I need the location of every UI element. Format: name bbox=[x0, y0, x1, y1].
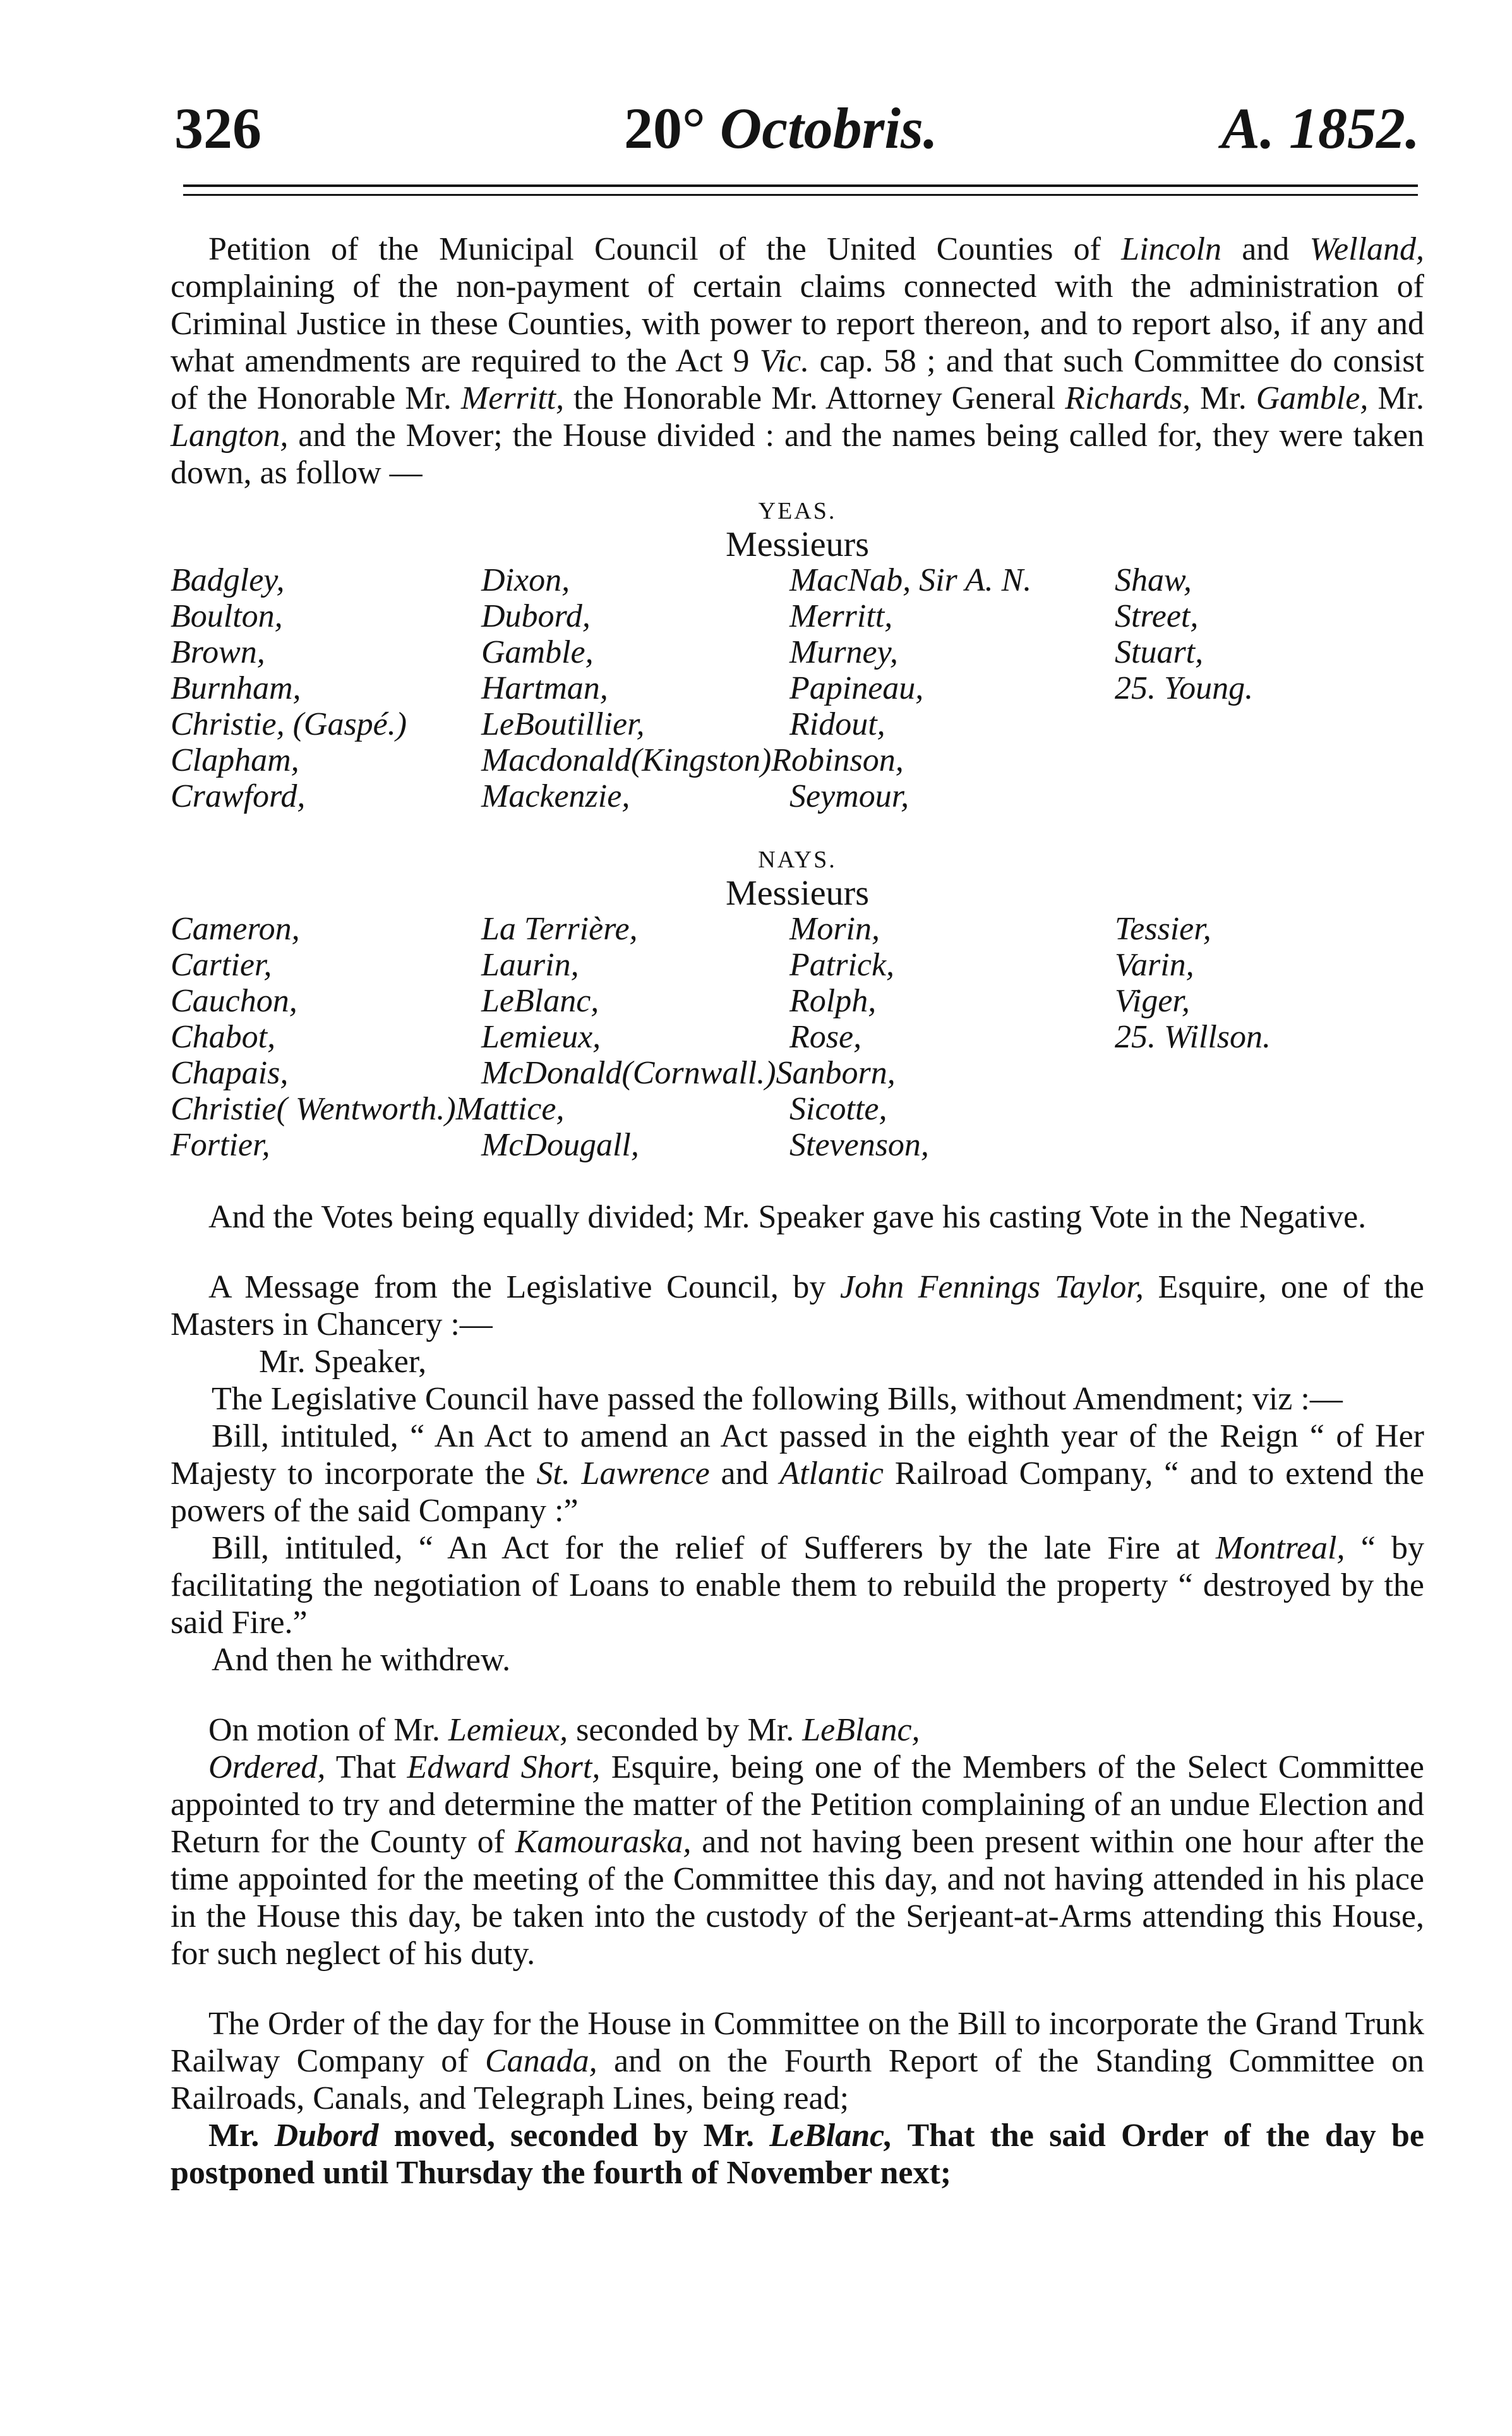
message-withdrew: And then he withdrew. bbox=[212, 1642, 511, 1678]
yeas-col-1: Badgley, Boulton, Brown, Burnham, Christie, (Gaspé.) Clapham, Crawford, bbox=[171, 562, 407, 814]
bill-1: Bill, intituled, “ An Act to amend an Act passed in the eighth year of the Reign “ of Her Majesty to incorporate the St. Lawrence and Atlantic Railroad Company, “ and to extend the powers of the said Company :” bbox=[171, 1418, 1424, 1529]
yeas-messieurs: Messieurs bbox=[725, 525, 870, 564]
page-number: 326 bbox=[174, 96, 261, 160]
nays-col-1: Cameron, Cartier, Cauchon, Chabot, Chapais, Christie( Wentworth.)Mattice, Fortier, bbox=[171, 911, 565, 1163]
header-date: 20° Octobris. bbox=[624, 96, 938, 160]
nays-names bbox=[171, 911, 1424, 1198]
yeas-title: YEAS. bbox=[758, 498, 837, 524]
nays-messieurs: Messieurs bbox=[725, 874, 870, 913]
header-year: A. 1852. bbox=[1221, 96, 1420, 160]
motion-ordered: Ordered, That Edward Short, Esquire, being one of the Members of the Select Committee appointed to try and determine the matter of the Petition complaining of an undue Election and Return for the County of Kamouraska, and not having been present within one hour after the time appointed for the meeting of the Committee this day, and not having attended in his place in the House this day, be taken into the custody of the Serjeant-at-Arms attending this House, for such neglect of his duty. bbox=[171, 1749, 1425, 1972]
yeas-col-3: MacNab, Sir A. N. Merritt, Murney, Papineau, Ridout, Seymour, bbox=[789, 562, 1032, 814]
nays-col-4: Tessier, Varin, Viger, 25. Willson. bbox=[1115, 911, 1271, 1055]
nays-col-2: La Terrière, Laurin, LeBlanc, Lemieux, McDonald(Cornwall.)Sanborn, McDougall, bbox=[481, 911, 896, 1163]
votes-divided: And the Votes being equally divided; Mr. Speaker gave his casting Vote in the Negative. bbox=[208, 1199, 1367, 1235]
bill-2: Bill, intituled, “ An Act for the relief of Sufferers by the late Fire at Montreal, “ by facilitating the negotiation of Loans to enable them to rebuild the property “ destroyed by the said Fire.” bbox=[171, 1530, 1424, 1641]
nays-title: NAYS. bbox=[758, 847, 837, 873]
yeas-col-2: Dixon, Dubord, Gamble, Hartman, LeBoutillier, Macdonald(Kingston)Robinson, Mackenzie, bbox=[481, 562, 904, 814]
header-rule bbox=[183, 184, 1418, 196]
message-council: The Legislative Council have passed the following Bills, without Amendment; viz :— bbox=[212, 1381, 1343, 1417]
order-of-day: The Order of the day for the House in Committee on the Bill to incorporate the Grand Trunk Railway Company of Canada, and on the Fourth Report of the Standing Committee on Railroads, Canals, and Telegraph Lines, being read; bbox=[171, 2006, 1424, 2116]
order-motion: Mr. Dubord moved, seconded by Mr. LeBlanc, That the said Order of the day be postponed until Thursday the fourth of November next; bbox=[171, 2118, 1425, 2191]
yeas-col-4: Shaw, Street, Stuart, 25. Young. bbox=[1115, 562, 1254, 706]
petition-paragraph: Petition of the Municipal Council of the United Counties of Lincoln and Welland, complaining of the non-payment of certain claims connected with the administration of Criminal Justice in these Counties, with power to report thereon, and to report also, if any and what amendments are required to the Act 9 Vic. cap. 58 ; and that such Committee do consist of the Honorable Mr. Merritt, the Honorable Mr. Attorney General Richards, Mr. Gamble, Mr. Langton, and the Mover; the House divided : and the names being called for, they were taken down, as follow — bbox=[171, 231, 1425, 491]
page-header bbox=[169, 95, 1426, 164]
nays-col-3: Morin, Patrick, Rolph, Rose, Sicotte, Stevenson, bbox=[789, 911, 929, 1163]
message-speaker: Mr. Speaker, bbox=[259, 1344, 427, 1380]
yeas-names bbox=[171, 562, 1424, 840]
message-intro: A Message from the Legislative Council, by John Fennings Taylor, Esquire, one of the Masters in Chancery :— bbox=[171, 1269, 1424, 1342]
motion-intro: On motion of Mr. Lemieux, seconded by Mr. LeBlanc, bbox=[208, 1712, 920, 1748]
page-body bbox=[171, 231, 1424, 2192]
